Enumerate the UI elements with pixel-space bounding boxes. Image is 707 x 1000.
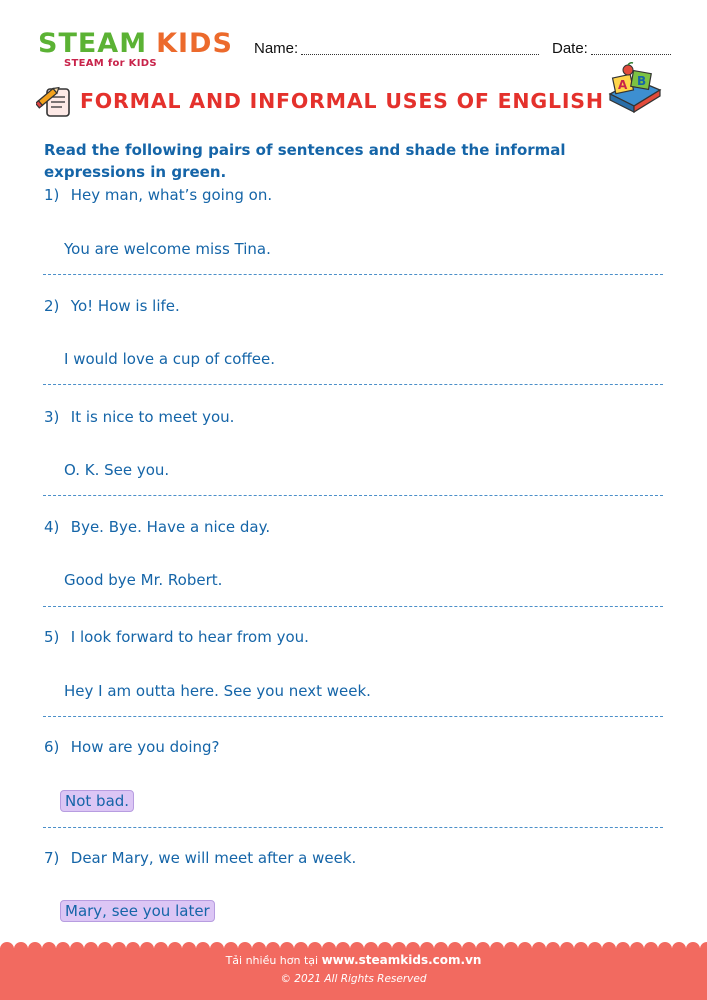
answer-1[interactable]: You are welcome miss Tina. (64, 240, 271, 258)
footer-download-line (0, 953, 707, 967)
footer-more-text: Tải nhiều hơn tại (225, 954, 319, 967)
divider (43, 495, 663, 496)
question-6: 6) How are you doing? (44, 738, 220, 756)
answer-2[interactable]: I would love a cup of coffee. (64, 350, 276, 368)
steam-kids-logo (38, 30, 238, 74)
footer-copyright: © 2021 All Rights Reserved (280, 973, 427, 985)
instructions: Read the following pairs of sentences and shade the informal expressions in green. (44, 141, 566, 181)
question-1: 1) Hey man, what’s going on. (44, 186, 273, 204)
answer-6-shaded[interactable]: Not bad. (60, 790, 134, 812)
question-5: 5) I look forward to hear from you. (44, 628, 309, 646)
answer-3[interactable]: O. K. See you. (64, 461, 170, 479)
name-field[interactable] (301, 54, 539, 55)
pencil-paper-icon (36, 82, 74, 120)
divider (43, 384, 663, 385)
abc-book-icon (604, 62, 664, 114)
answer-7-shaded[interactable]: Mary, see you later (60, 900, 215, 922)
question-2: 2) Yo! How is life. (44, 297, 180, 315)
question-3: 3) It is nice to meet you. (44, 408, 235, 426)
svg-text:B: B (637, 74, 647, 88)
footer-site-link[interactable]: www.steamkids.com.vn (321, 953, 482, 967)
divider (43, 827, 663, 828)
divider (43, 606, 663, 607)
date-label: Date: (552, 40, 588, 57)
logo-kids-text: KIDS (156, 28, 233, 59)
answer-5[interactable]: Hey I am outta here. See you next week. (64, 682, 371, 700)
answer-4[interactable]: Good bye Mr. Robert. (64, 571, 223, 589)
logo-subtitle: STEAM for KIDS (64, 58, 157, 69)
question-4: 4) Bye. Bye. Have a nice day. (44, 518, 271, 536)
name-label: Name: (254, 40, 299, 57)
divider (43, 274, 663, 275)
worksheet-title: FORMAL AND INFORMAL USES OF ENGLISH (80, 89, 604, 113)
question-7: 7) Dear Mary, we will meet after a week. (44, 849, 357, 867)
date-field[interactable] (591, 54, 671, 55)
logo-steam-text: STEAM (38, 28, 148, 59)
svg-text:A: A (618, 78, 628, 92)
divider (43, 716, 663, 717)
